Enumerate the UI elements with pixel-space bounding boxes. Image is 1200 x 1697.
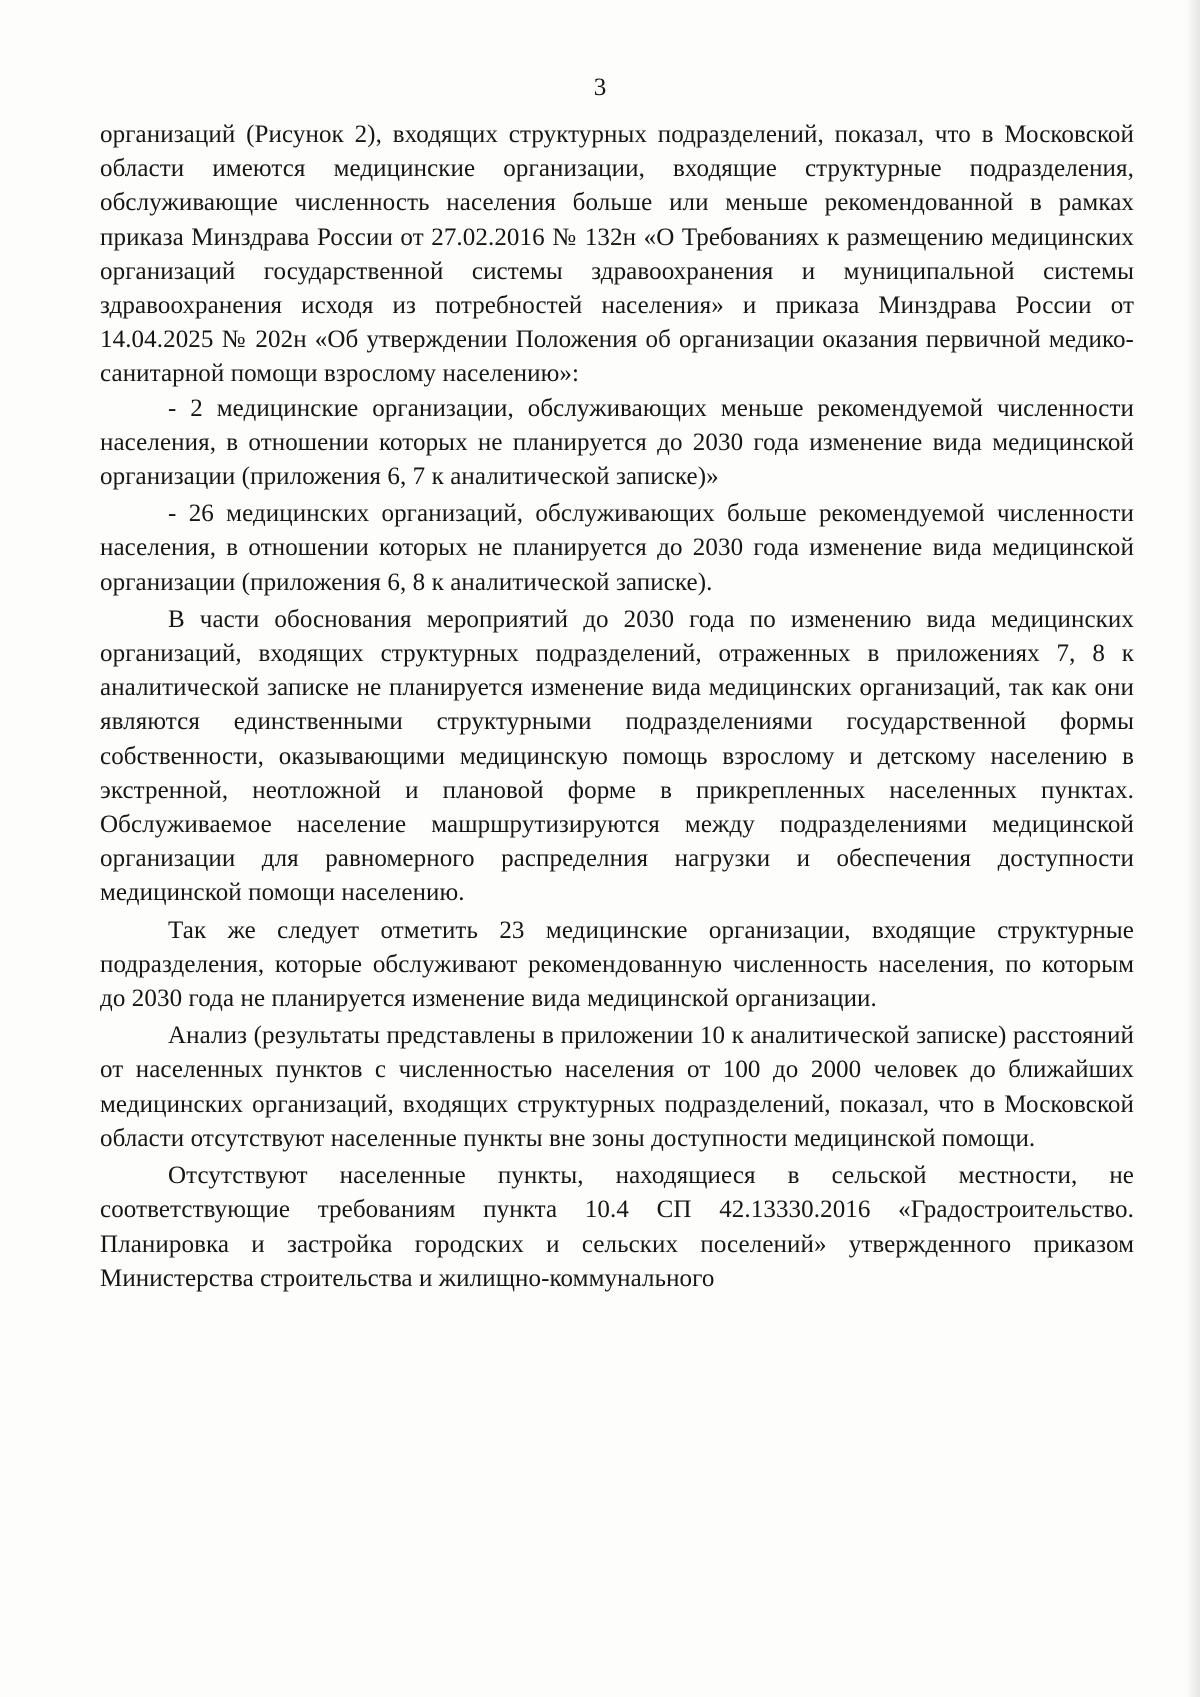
paragraph-7: Отсутствуют населенные пункты, находящиеся в сельской местности, не соответствующие требованиям пункта 10.4 СП 42.13330.2016 «Градостроительство. Планировка и застройка городских и сельских поселений» утвержденного приказом Министерства строительства и жилищно-коммунального <box>100 1162 1134 1292</box>
paragraph-2: - 2 медицинские организации, обслуживающих меньше рекомендуемой численности населения, в отношении которых не планируется до 2030 года изменение вида медицинской организации (приложения 6, 7 к аналитической записке)» <box>100 394 1134 491</box>
paragraph-6: Анализ (результаты представлены в приложении 10 к аналитической записке) расстояний от населенных пунктов с численностью населения от 100 до 2000 человек до ближайших медицинских организаций, входящих структурных подразделений, показал, что в Московской области отсутствуют населенные пункты вне зоны доступности медицинской помощи. <box>100 1022 1134 1152</box>
paragraph-1: организаций (Рисунок 2), входящих структурных подразделений, показал, что в Московской области имеются медицинские организации, входящие структурные подразделения, обслуживающие численность населения больше или меньше рекомендованной в рамках приказа Минздрава России от 27.02.2016 № 132н «О Требованиях к размещению медицинских организаций государственной системы здравоохранения и муниципальной системы здравоохранения исходя из потребностей населения» и приказа Минздрава России от 14.04.2025 № 202н «Об утверждении Положения об организации оказания первичной медико-санитарной помощи взрослому населению»: <box>100 121 1134 388</box>
paragraph-4: В части обоснования мероприятий до 2030 года по изменению вида медицинских организаций, входящих структурных подразделений, отраженных в приложениях 7, 8 к аналитической записке не планируется изменение вида медицинских организаций, так как они являются единственными структурными подразделениями государственной формы собственности, оказывающими медицинскую помощь взрослому и детскому населению в экстренной, неотложной и плановой форме в прикрепленных населенных пунктах. Обслуживаемое население машршрутизируются между подразделениями медицинской организации для равномерного распределния нагрузки и обеспечения доступности медицинской помощи населению. <box>100 605 1134 907</box>
page-number: 3 <box>593 74 607 101</box>
document-body <box>100 118 1134 1296</box>
paragraph-3: - 26 медицинских организаций, обслуживающих больше рекомендуемой численности населения, в отношении которых не планируется до 2030 года изменение вида медицинской организации (приложения 6, 8 к аналитической записке). <box>100 500 1134 596</box>
page-edge-shadow <box>1186 0 1200 1697</box>
paragraph-5: Так же следует отметить 23 медицинские организации, входящие структурные подразделения, которые обслуживают рекомендованную численность населения, по которым до 2030 года не планируется изменение вида медицинской организации. <box>100 916 1134 1013</box>
